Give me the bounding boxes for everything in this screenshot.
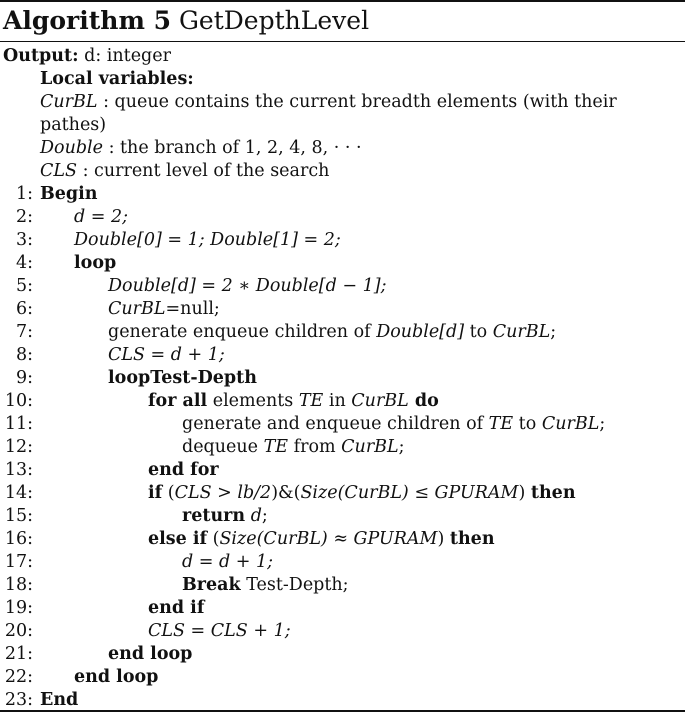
keyword: then (449, 529, 495, 549)
keyword: do (408, 391, 439, 411)
math-expression: CurBL (108, 299, 166, 319)
math-expression: TE (488, 414, 514, 434)
keyword: end loop (108, 644, 193, 664)
keyword: loop (74, 253, 117, 273)
line-content (108, 275, 386, 298)
keyword: Break (182, 575, 241, 595)
double-variable: Double (40, 138, 103, 158)
line-number: 12: (4, 437, 33, 457)
line-number: 21: (4, 644, 33, 664)
algorithm-label: Algorithm 5 (3, 6, 171, 35)
line-content (182, 413, 605, 436)
keyword: end for (148, 460, 219, 480)
line-number: 22: (4, 667, 33, 687)
line-number: 20: (4, 621, 33, 641)
keyword: return (182, 506, 246, 526)
cls-variable: CLS (40, 161, 77, 181)
plain-text: ) (518, 483, 531, 503)
line-content (108, 643, 192, 666)
plain-text: )&( (271, 483, 301, 503)
line-content (74, 252, 116, 275)
line-content (148, 459, 219, 482)
line-content (108, 367, 257, 390)
plain-text: to (513, 414, 542, 434)
top-rule (0, 0, 685, 2)
line-content (40, 183, 98, 206)
local-variables-keyword: Local variables: (40, 69, 194, 89)
math-expression: Double[0] = 1; Double[1] = 2; (74, 230, 341, 250)
math-expression: d = 2; (74, 207, 129, 227)
math-expression: d (250, 506, 262, 526)
line-number: 19: (4, 598, 33, 618)
math-expression: CLS > lb/2 (174, 483, 272, 503)
line-content (182, 551, 273, 574)
cls-description: : current level of the search (77, 161, 330, 181)
line-number: 8: (15, 345, 33, 365)
plain-text: ( (162, 483, 175, 503)
line-content (74, 229, 341, 252)
double-description: : the branch of 1, 2, 4, 8, · · · (103, 138, 362, 158)
plain-text: ; (550, 322, 557, 342)
line-number: 6: (15, 299, 33, 319)
line-content (148, 390, 439, 413)
plain-text: from (288, 437, 342, 457)
bottom-rule (0, 710, 685, 712)
line-number: 16: (4, 529, 33, 549)
line-number: 18: (4, 575, 33, 595)
line-content (108, 321, 556, 344)
keyword: if (148, 483, 163, 503)
line-number: 17: (4, 552, 33, 572)
plain-text: to (464, 322, 493, 342)
keyword: end loop (74, 667, 159, 687)
line-number: 15: (4, 506, 33, 526)
plain-text: ( (207, 529, 220, 549)
plain-text: ; (261, 506, 268, 526)
keyword: else if (148, 529, 208, 549)
plain-text: dequeue (182, 437, 264, 457)
math-expression: TE (298, 391, 324, 411)
line-content (108, 344, 225, 367)
line-content (182, 574, 349, 597)
keyword: End (40, 690, 79, 710)
keyword: for all (148, 391, 208, 411)
line-number: 11: (4, 414, 33, 434)
plain-text: generate and enqueue children of (182, 414, 489, 434)
plain-text: =null; (165, 299, 220, 319)
line-number: 23: (4, 690, 33, 710)
math-expression: CLS = CLS + 1; (148, 621, 291, 641)
line-content (148, 528, 495, 551)
line-number: 4: (15, 253, 33, 273)
plain-text: Test-Depth; (240, 575, 349, 595)
math-expression: CurBL (341, 437, 399, 457)
title-rule (0, 41, 685, 42)
line-number: 3: (15, 230, 33, 250)
line-content (148, 482, 576, 505)
line-content (40, 689, 78, 712)
keyword: loopTest-Depth (108, 368, 257, 388)
plain-text: generate enqueue children of (108, 322, 377, 342)
plain-text: elements (207, 391, 299, 411)
output-keyword: Output: (3, 46, 79, 66)
math-expression: CurBL (351, 391, 409, 411)
math-expression: Double[d] = 2 ∗ Double[d − 1]; (108, 276, 387, 296)
line-content (74, 206, 128, 229)
math-expression: TE (263, 437, 289, 457)
math-expression: Size(CurBL) ≈ GPURAM (219, 529, 438, 549)
curbl-variable: CurBL (40, 92, 98, 112)
line-number: 13: (4, 460, 33, 480)
algorithm-title (3, 3, 369, 39)
keyword: end if (148, 598, 205, 618)
line-content (74, 666, 158, 689)
curbl-description: : queue contains the current breadth elements (with their (97, 92, 617, 112)
line-number: 1: (15, 184, 33, 204)
math-expression: d = d + 1; (182, 552, 274, 572)
line-number: 9: (15, 368, 33, 388)
plain-text: in (323, 391, 352, 411)
plain-text: ; (599, 414, 606, 434)
line-number: 10: (4, 391, 33, 411)
line-content (148, 597, 204, 620)
line-number: 14: (4, 483, 33, 503)
math-expression: CurBL (541, 414, 600, 434)
plain-text: ) (437, 529, 450, 549)
output-text: d: integer (84, 46, 171, 66)
line-content (182, 505, 268, 528)
keyword: then (530, 483, 576, 503)
keyword: Begin (40, 184, 98, 204)
line-number: 2: (15, 207, 33, 227)
line-content (182, 436, 405, 459)
math-expression: CLS = d + 1; (108, 345, 225, 365)
math-expression: CurBL (492, 322, 551, 342)
algorithm-name: GetDepthLevel (178, 6, 370, 35)
line-number: 5: (15, 276, 33, 296)
math-expression: Double[d] (376, 322, 465, 342)
math-expression: Size(CurBL) ≤ GPURAM (300, 483, 519, 503)
curbl-description-2: pathes) (40, 115, 107, 135)
line-number: 7: (15, 322, 33, 342)
line-content (148, 620, 291, 643)
line-content (108, 298, 220, 321)
plain-text: ; (398, 437, 405, 457)
